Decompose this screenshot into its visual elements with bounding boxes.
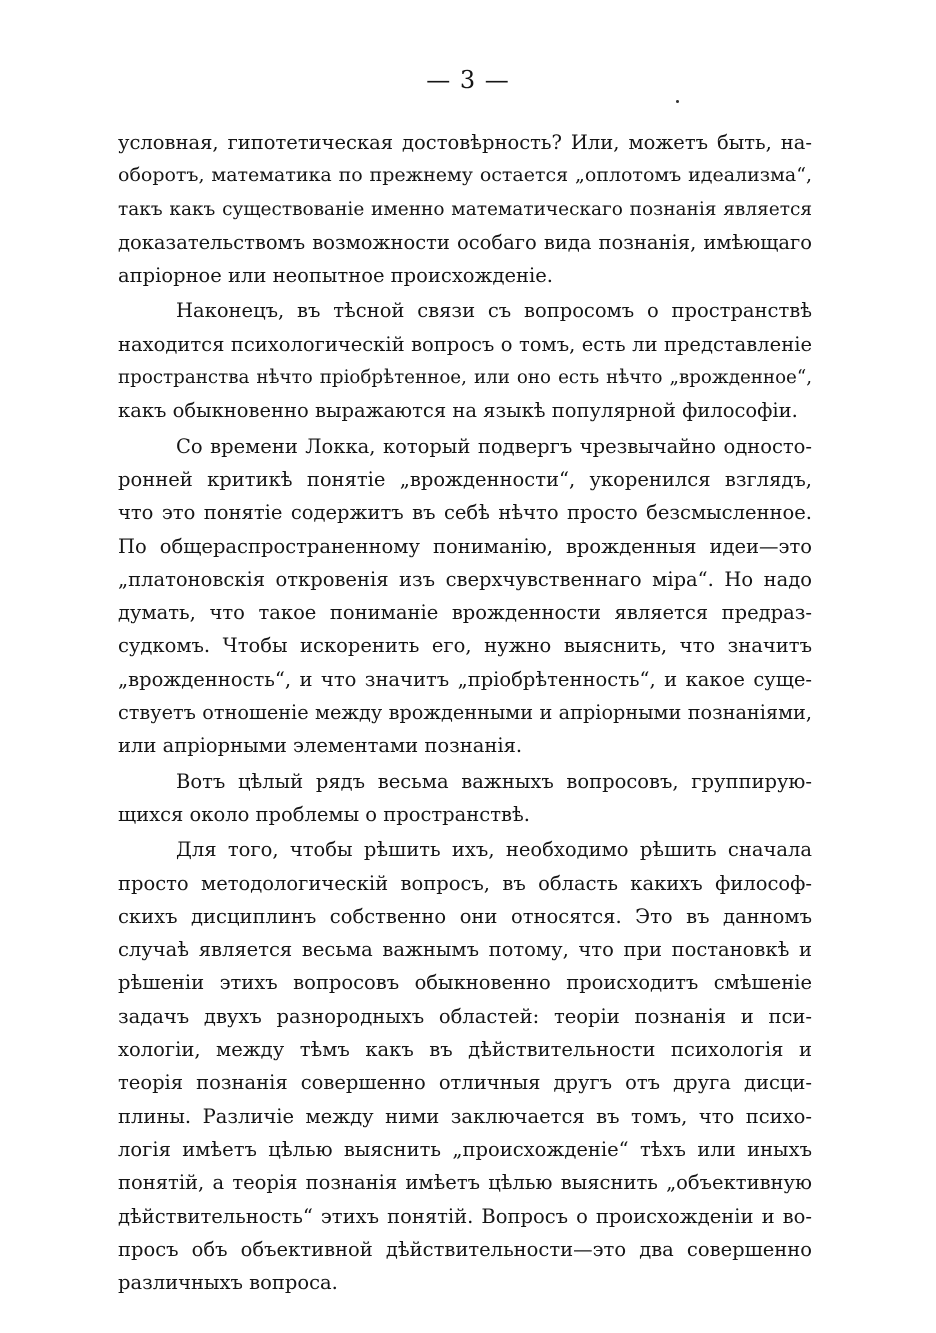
text-line: случаѣ является весьма важнымъ потому, что при постановкѣ и [118, 938, 812, 962]
text-line: что это понятіе содержитъ въ себѣ нѣчто просто безсмысленное. [118, 501, 812, 525]
print-speck [676, 100, 679, 103]
paragraph-1 [118, 126, 812, 292]
text-line: доказательствомъ возможности особаго вида познанія, имѣющаго [118, 230, 812, 254]
text-line: теорія познанія совершенно отличныя другъ отъ друга дисци- [118, 1071, 812, 1095]
paragraph-3 [118, 430, 812, 763]
paragraph-4 [118, 765, 812, 832]
text-line: „платоновскія откровенія изъ сверхчувственнаго міра“. Но надо [118, 567, 812, 591]
text-line: какъ обыкновенно выражаются на языкѣ популярной философіи. [118, 399, 798, 423]
text-line: понятій, а теорія познанія имѣетъ цѣлью выяснить „объективную [118, 1171, 812, 1195]
paragraph-2 [118, 294, 812, 427]
text-line: Вотъ цѣлый рядъ весьма важныхъ вопросовъ, группирую- [176, 769, 812, 793]
text-line: просто методологическій вопросъ, въ область какихъ философ- [118, 871, 812, 895]
text-line: Со времени Локка, который подвергъ чрезвычайно односто- [176, 434, 812, 458]
text-line: пространства нѣчто пріобрѣтенное, или оно есть нѣчто „врожденное“, [118, 367, 812, 389]
text-line: просъ объ объективной дѣйствительности—это два совершенно [118, 1237, 812, 1261]
text-line: условная, гипотетическая достовѣрность? Или, можетъ быть, на- [118, 131, 812, 154]
text-line: щихся около проблемы о пространствѣ. [118, 802, 530, 826]
body-text [118, 126, 812, 1301]
text-line: задачъ двухъ разнородныхъ областей: теоріи познанія и пси- [118, 1004, 812, 1028]
text-line: думать, что такое пониманіе врожденности является предраз- [118, 601, 812, 625]
text-line: или апріорными элементами познанія. [118, 734, 523, 758]
text-line: рѣшеніи этихъ вопросовъ обыкновенно происходитъ смѣшеніе [118, 971, 812, 995]
text-line: ствуетъ отношеніе между врожденными и апріорными познаніями, [118, 701, 812, 725]
text-line: Для того, чтобы рѣшить ихъ, необходимо рѣшить сначала [176, 838, 812, 862]
text-line: дѣйствительность“ этихъ понятій. Вопросъ о происхожденіи и во- [118, 1204, 812, 1228]
text-line: оборотъ, математика по прежнему остается „оплотомъ идеализма“, [118, 164, 812, 187]
text-line: Наконецъ, въ тѣсной связи съ вопросомъ о пространствѣ [176, 299, 812, 323]
text-line: ронней критикѣ понятіе „врожденности“, укоренился взглядъ, [118, 467, 812, 491]
text-line: такъ какъ существованіе именно математическаго познанія является [118, 198, 812, 220]
text-line: судкомъ. Чтобы искоренить его, нужно выяснить, что значитъ [118, 634, 812, 658]
text-line: находится психологическій вопросъ о томъ, есть ли представленіе [118, 332, 812, 356]
text-line: апріорное или неопытное происхожденіе. [118, 264, 554, 288]
paragraph-5 [118, 833, 812, 1299]
text-line: По общераспространенному пониманію, врожденныя идеи—это [118, 534, 812, 558]
text-line: различныхъ вопроса. [118, 1271, 338, 1295]
page-number: — 3 — [426, 66, 510, 94]
text-line: хологіи, между тѣмъ какъ въ дѣйствительности психологія и [118, 1038, 812, 1062]
text-line: скихъ дисциплинъ собственно они относятся. Это въ данномъ [118, 904, 812, 928]
text-line: „врожденность“, и что значитъ „пріобрѣтенность“, и какое суще- [118, 667, 812, 691]
text-line: плины. Различіе между ними заключается въ томъ, что психо- [118, 1104, 812, 1128]
text-line: логія имѣетъ цѣлью выяснить „происхожденіе“ тѣхъ или иныхъ [118, 1137, 812, 1161]
